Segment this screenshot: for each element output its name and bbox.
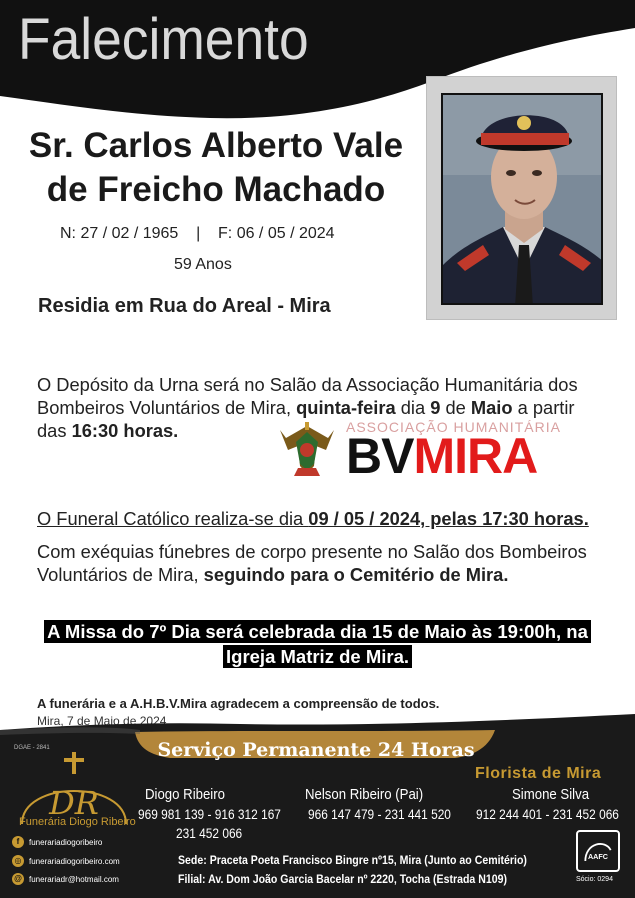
contact-diogo-name — [137, 786, 234, 803]
email-link[interactable] — [12, 873, 119, 885]
missa-line2 — [0, 646, 635, 668]
deposito-time: 16:30 horas. — [71, 420, 179, 441]
birth-death-dates: N: 27 / 02 / 1965 | F: 06 / 05 / 2024 — [60, 225, 335, 242]
bv-logo-part2: MIRA — [413, 428, 538, 484]
simone-name: Simone Silva — [512, 786, 590, 803]
deposito-text4: a partir das — [37, 397, 575, 441]
nelson-phones[interactable]: 966 147 479 - 231 441 520 — [308, 806, 451, 822]
email-icon: @ — [12, 873, 24, 885]
website-handle: funerariadiogoribeiro.com — [29, 856, 120, 866]
deceased-name-line2: de Freicho Machado — [46, 170, 386, 209]
bv-mira-logo — [346, 428, 537, 484]
bv-subtitle: ASSOCIAÇÃO HUMANITÁRIA — [346, 419, 561, 435]
florista-label: Florista de Mira — [475, 765, 602, 782]
funeral-text: O Funeral Católico realiza-se dia — [37, 508, 309, 529]
deposito-month: Maio — [470, 397, 513, 418]
deceased-name-line1: Sr. Carlos Alberto Vale — [28, 126, 404, 165]
nelson-name: Nelson Ribeiro (Pai) — [305, 786, 424, 803]
deposito-text2: dia — [395, 397, 431, 418]
service-banner: Serviço Permanente 24 Horas — [157, 739, 475, 761]
age: 59 Anos — [174, 256, 232, 273]
missa-line1 — [0, 621, 635, 643]
deposito-date-number: 9 — [430, 397, 441, 418]
portrait-image — [443, 95, 603, 305]
thanks-note: A funerária e a A.H.B.V.Mira agradecem a compreensão de todos. — [37, 696, 440, 711]
exequias-destination: seguindo para o Cemitério de Mira. — [203, 564, 509, 585]
aafc-label: AAFC — [587, 852, 609, 862]
dgae-code: DGAE - 2841 — [14, 745, 50, 751]
sede-address: Sede: Praceta Poeta Francisco Bingre nº15, Mira (Junto ao Cemitério) — [178, 853, 527, 867]
diogo-phones2[interactable]: 231 452 066 — [176, 825, 243, 841]
portrait-photo — [441, 93, 603, 305]
filial-address: Filial: Av. Dom João Garcia Bacelar nº 2220, Tocha (Estrada N109) — [178, 872, 507, 886]
funeral-line — [37, 507, 607, 530]
globe-icon: ◎ — [12, 855, 24, 867]
deposito-day: quinta-feira — [296, 397, 396, 418]
facebook-link[interactable] — [12, 836, 102, 848]
website-link[interactable] — [12, 855, 120, 867]
deposito-text1: O Depósito da Urna será no Salão da Associação Humanitária dos Bombeiros Voluntários de Mira, — [37, 374, 578, 418]
aafc-logo-icon — [576, 830, 620, 872]
dr-logo-letters: DR — [49, 784, 99, 822]
diogo-name: Diogo Ribeiro — [145, 786, 225, 803]
exequias-paragraph — [37, 540, 622, 586]
simone-phones[interactable]: 912 244 401 - 231 452 066 — [476, 806, 619, 822]
facebook-icon: f — [12, 836, 24, 848]
bombeiros-crest-icon — [276, 420, 338, 478]
place-date: Mira, 7 de Maio de 2024. — [37, 714, 170, 728]
email-address: funerariadr@hotmail.com — [29, 874, 119, 884]
portrait-frame — [426, 76, 617, 320]
exequias-text: Com exéquias fúnebres de corpo presente no Salão dos Bombeiros Voluntários de Mira, — [37, 541, 587, 585]
bv-logo-part1: BV — [346, 428, 414, 484]
deposito-text3: de — [440, 397, 471, 418]
missa-text1: A Missa do 7º Dia será celebrada dia 15 de Maio às 19:00h, na — [44, 620, 591, 643]
facebook-handle: funerariadiogoribeiro — [29, 837, 103, 847]
residence: Residia em Rua do Areal - Mira — [38, 295, 331, 317]
page-title: Falecimento — [18, 7, 309, 72]
diogo-phones1[interactable]: 969 981 139 - 916 312 167 — [138, 806, 281, 822]
dr-logo-caption: Funerária Diogo Ribeiro — [19, 816, 136, 828]
missa-text2: Igreja Matriz de Mira. — [223, 645, 412, 668]
funeral-datetime: 09 / 05 / 2024, pelas 17:30 horas. — [308, 508, 589, 529]
socio-number: Sócio: 0294 — [576, 876, 613, 883]
